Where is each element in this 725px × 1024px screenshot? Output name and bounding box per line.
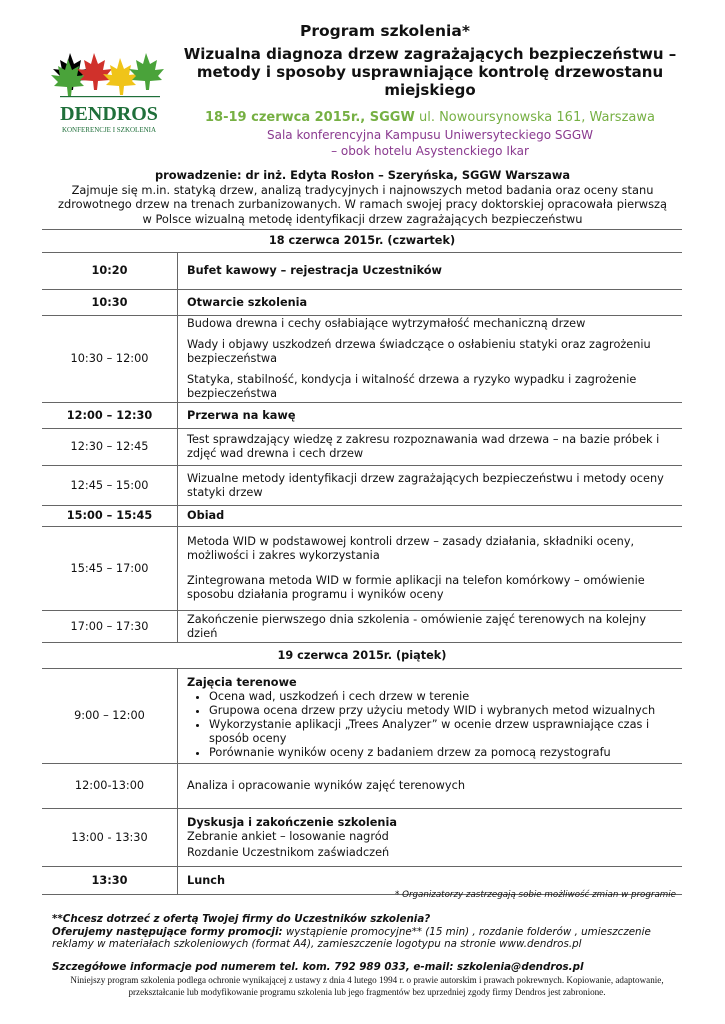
day-2-heading-row [42,643,682,669]
row-time: 12:00 – 12:30 [42,403,178,429]
row-time: 9:00 – 12:00 [42,669,178,764]
row-description: Test sprawdzający wiedzę z zakresu rozpoznawania wad drzewa – na bazie próbek i zdjęć wad drewna i cech drzew [178,429,683,466]
day-1-heading-row [42,230,682,253]
dendros-logo [50,50,168,140]
event-venue [178,127,682,159]
row-time: 10:30 – 12:00 [42,316,178,403]
table-row [42,611,682,643]
row-description [178,527,683,611]
change-disclaimer: * Organizatorzy zastrzegają sobie możliwość zmian w programie [395,890,676,900]
row-time: 12:00-13:00 [42,764,178,809]
table-row [42,466,682,506]
row-description: Zakończenie pierwszego dnia szkolenia - omówienie zajęć terenowych na kolejny dzień [178,611,683,643]
event-dates-address [178,110,682,126]
trainer-bio-line-1: Zajmuje się m.in. statyką drzew, analizą tradycyjnych i najnowszych metod badania oraz oceny stanu [71,182,654,197]
row-description: Wizualne metody identyfikacji drzew zagrażających bezpieczeństwu i metody oceny statyki drzew [178,466,683,506]
row-time: 13:00 - 13:30 [42,809,178,867]
row-item: Wady i objawy uszkodzeń drzewa świadczące o osłabieniu statyki oraz zagrożeniu bezpieczeństwa [187,338,651,365]
row-item: Zintegrowana metoda WID w formie aplikacji na telefon komórkowy – omówienie sposobu działania programu i wyników oceny [187,574,645,601]
table-row [42,809,682,867]
event-dates: 18-19 czerwca 2015r., SGGW [205,110,415,125]
list-item: • Ocena wad, uszkodzeń i cech drzew w terenie [209,690,676,704]
day-1-heading: 18 czerwca 2015r. (czwartek) [42,230,682,253]
venue-line-1: Sala konferencyjna Kampusu Uniwersyteckiego SGGW [266,128,594,142]
row-time: 10:30 [42,290,178,316]
row-description [178,316,683,403]
list-item: • Porównanie wyników oceny z badaniem drzew za pomocą rezystografu [209,746,676,760]
page-title: Program szkolenia* [300,22,470,40]
table-row [42,316,682,403]
row-item: Metoda WID w podstawowej kontroli drzew – zasady działania, składniki oceny, możliwości i zakres wykorzystania [187,535,635,562]
row-item: Budowa drewna i cechy osłabiające wytrzymałość mechaniczną drzew [187,317,586,330]
logo-brand: DENDROS [60,103,158,125]
list-item: • Wykorzystanie aplikacji „Trees Analyzer” w ocenie drzew usprawniające czas i sposób oceny [209,718,676,746]
closing-title: Dyskusja i zakończenie szkolenia [187,815,397,829]
row-time: 15:45 – 17:00 [42,527,178,611]
event-address: ul. Nowoursynowska 161, Warszawa [418,110,655,125]
list-item: • Grupowa ocena drzew przy użyciu metody WID i wybranych metod wizualnych [209,704,676,718]
training-subject: Wizualna diagnoza drzew zagrażających bezpieczeństwu – metody i sposoby usprawniające kontrolę drzewostanu miejskiego [183,45,677,99]
promo-offer [52,913,692,951]
offer-details [52,926,692,951]
row-description: Otwarcie szkolenia [178,290,683,316]
table-row [42,764,682,809]
trainer-bio-line-3: w Polsce wizualną metodę identyfikacji drzew zagrażających bezpieczeństwu [142,211,583,226]
closing-line-2: Rozdanie Uczestnikom zaświadczeń [187,845,390,859]
day-2-heading: 19 czerwca 2015r. (piątek) [42,643,682,669]
row-item: Statyka, stabilność, kondycja i witalność drzewa a ryzyko wypadku i zagrożenie bezpieczeństwa [187,373,637,400]
row-description: Lunch [178,867,683,895]
table-row [42,403,682,429]
trainer-bio-line-2: zdrowotnego drzew na trenach zurbanizowanych. W ramach swojej pracy doktorskiej opracowała pierwszą [57,197,668,211]
logo-tagline: KONFERENCJE I SZKOLENIA [61,126,157,134]
row-time: 17:00 – 17:30 [42,611,178,643]
row-time: 12:45 – 15:00 [42,466,178,506]
row-description [178,809,683,867]
row-time: 15:00 – 15:45 [42,506,178,527]
row-description: Analiza i opracowanie wyników zajęć terenowych [178,764,683,809]
trainer-name: prowadzenie: dr inż. Edyta Rosłon – Szeryńska, SGGW Warszawa [154,168,571,182]
venue-line-2: – obok hotelu Asystenckiego Ikar [331,144,529,158]
table-row [42,669,682,764]
table-row [42,290,682,316]
table-row [42,506,682,527]
schedule-table [42,229,682,895]
row-time: 10:20 [42,253,178,290]
offer-text: wystąpienie promocyjne** (15 min) , rozdanie folderów , umieszczenie reklamy w materiałach szkoleniowych (format A4), zamieszczenie logotypu na stronie www.dendros.pl [52,925,651,950]
maple-leaves-icon [50,50,168,140]
row-description: Przerwa na kawę [178,403,683,429]
table-row [42,527,682,611]
offer-question: **Chcesz dotrzeć z ofertą Twojej firmy do Uczestników szkolenia? [52,913,431,925]
row-description: Obiad [178,506,683,527]
row-time: 12:30 – 12:45 [42,429,178,466]
row-description [178,669,683,764]
table-row [42,253,682,290]
copyright-notice: Niniejszy program szkolenia podlega ochronie wynikającej z ustawy z dnia 4 lutego 1994 r. o prawie autorskim i prawach pokrewnych. Kopiowanie, adaptowanie, przekształcanie lub modyfikowanie programu szkolenia lub jego fragmentów bez uprzedniej zgody firmy Dendros jest zabronione. [70,975,664,997]
offer-label: Oferujemy następujące formy promocji: [52,925,283,938]
field-session-list [187,690,676,760]
field-session-title: Zajęcia terenowe [187,676,297,689]
table-row [42,429,682,466]
row-description: Bufet kawowy – rejestracja Uczestników [178,253,683,290]
row-time: 13:30 [42,867,178,895]
closing-line-1: Zebranie ankiet – losowanie nagród [187,829,389,843]
contact-info: Szczegółowe informacje pod numerem tel. kom. 792 989 033, e-mail: szkolenia@dendros.pl [52,961,584,973]
trainer-info [40,168,685,226]
